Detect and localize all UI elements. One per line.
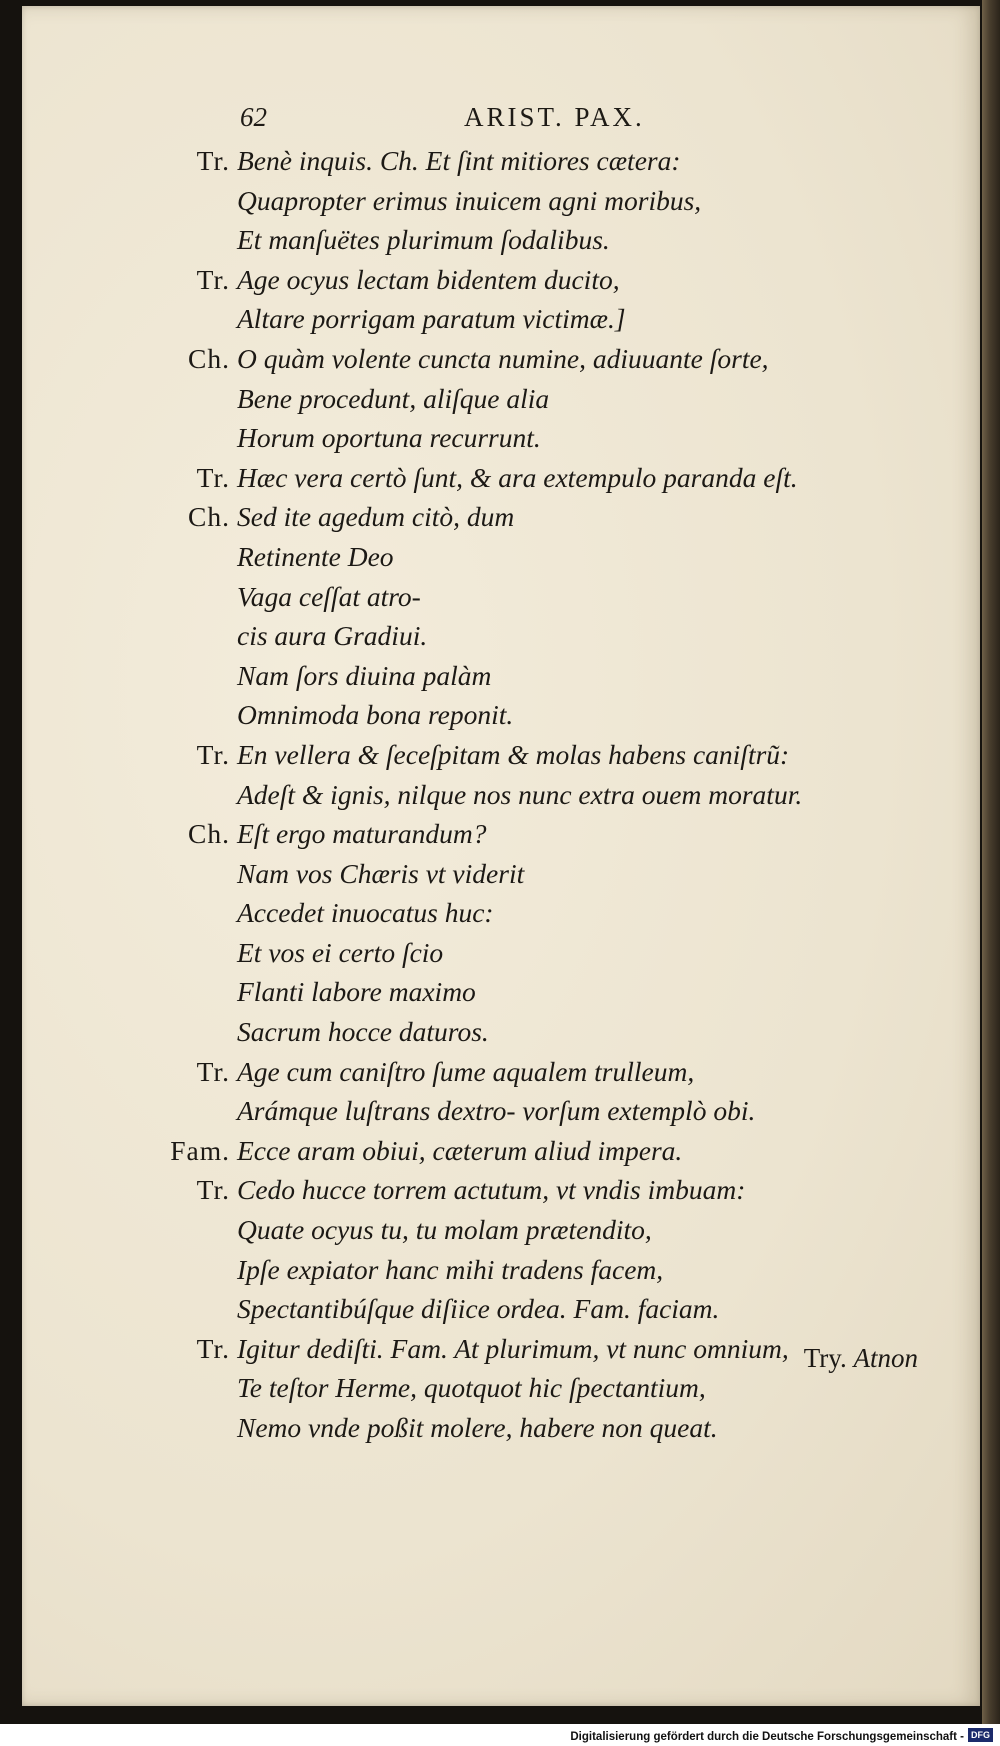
verse-line [162, 497, 962, 537]
speaker-label: Fam. [170, 1134, 230, 1166]
verse-text: Sed ite agedum citò, dum [237, 501, 515, 533]
running-title: ARIST. PAX. [464, 102, 645, 132]
verse-line [162, 1210, 962, 1250]
verse-text: Nemo vnde poßit molere, habere non queat. [237, 1412, 718, 1443]
verse-text: Nam vos Chæris vt viderit [237, 857, 525, 889]
page-number: 62 [240, 102, 267, 132]
verse-line [162, 695, 962, 735]
verse-line [162, 616, 962, 656]
footer-credit: Digitalisierung gefördert durch die Deutsche Forschungsgemeinschaft - [570, 1731, 964, 1743]
verse-text: Spectantibúſque diſiice ordea. Fam. faciam. [237, 1293, 720, 1325]
verse-text: Te teſtor Herme, quotquot hic ſpectantium, [237, 1372, 706, 1404]
speaker-label: Tr. [196, 263, 230, 295]
catchword [804, 1343, 918, 1374]
verse-text: Accedet inuocatus huc: [237, 897, 494, 929]
speaker-label: Tr. [196, 1055, 230, 1087]
verse-text: Bene procedunt, aliſque alia [237, 382, 550, 414]
catchword-speaker: Try. [803, 1343, 847, 1373]
verse-text: Age ocyus lectam bidentem ducito, [237, 263, 620, 295]
verse-text: Et vos ei certo ſcio [237, 936, 444, 968]
verse-text: Cedo hucce torrem actutum, vt vndis imbuam: [237, 1174, 746, 1206]
verse-text-block [162, 141, 962, 1448]
verse-text: Retinente Deo [237, 540, 394, 572]
verse-text: Sacrum hocce daturos. [237, 1016, 489, 1048]
catchword-word: Atnon [853, 1343, 918, 1373]
verse-line [162, 1170, 962, 1210]
verse-text: Igitur dediſti. Fam. At plurimum, vt nunc omnium, [237, 1332, 789, 1364]
verse-text: Ipſe expiator hanc mihi tradens facem, [237, 1253, 664, 1285]
verse-line [162, 656, 962, 696]
verse-line [162, 1250, 962, 1290]
speaker-label: Tr. [196, 145, 230, 176]
speaker-label: Ch. [188, 342, 230, 374]
verse-line [162, 1052, 962, 1092]
verse-text: Horum oportuna recurrunt. [237, 422, 541, 454]
verse-line [162, 1408, 962, 1448]
speaker-label: Tr. [196, 738, 230, 770]
page-header [240, 102, 760, 138]
verse-text: Quate ocyus tu, tu molam prætendito, [237, 1214, 652, 1246]
verse-line [162, 577, 962, 617]
speaker-label: Tr. [196, 1174, 230, 1206]
book-edge [982, 0, 1000, 1746]
verse-text: Adeſt & ignis, nilque nos nunc extra ouem moratur. [237, 778, 803, 810]
speaker-label: Ch. [188, 501, 230, 533]
speaker-label: Tr. [196, 1332, 230, 1364]
verse-text: Eſt ergo maturandum? [237, 818, 487, 850]
verse-line [162, 537, 962, 577]
verse-text: Nam ſors diuina palàm [237, 659, 492, 691]
verse-line [162, 1131, 962, 1171]
dfg-logo-icon: DFG [968, 1728, 993, 1742]
verse-text: Age cum caniſtro ſume aqualem trulleum, [237, 1055, 695, 1087]
verse-line [162, 735, 962, 775]
verse-line [162, 854, 962, 894]
book-page [22, 6, 980, 1706]
verse-text: Arámque luſtrans dextro- vorſum extemplò obi. [237, 1095, 756, 1127]
verse-text: Ecce aram obiui, cæterum aliud impera. [237, 1134, 683, 1166]
verse-text: O quàm volente cuncta numine, adiuuante ſorte, [237, 342, 769, 374]
verse-text: Quapropter erimus inuicem agni moribus, [237, 184, 702, 216]
verse-line [162, 260, 962, 300]
verse-text: Omnimoda bona reponit. [237, 699, 514, 731]
verse-line [162, 181, 962, 221]
speaker-label: Tr. [196, 461, 230, 493]
verse-line [162, 1289, 962, 1329]
verse-text: En vellera & ſeceſpitam & molas habens caniſtrũ: [237, 738, 790, 770]
verse-line [162, 775, 962, 815]
verse-text: Hæc vera certò ſunt, & ara extempulo paranda eſt. [237, 461, 798, 493]
verse-line [162, 933, 962, 973]
verse-text: Flanti labore maximo [237, 976, 476, 1008]
verse-text: Benè inquis. Ch. Et ſint mitiores cætera: [237, 145, 681, 176]
verse-text: Vaga ceſſat atro- [237, 580, 421, 612]
verse-line [162, 141, 962, 181]
verse-line [162, 220, 962, 260]
verse-line [162, 972, 962, 1012]
verse-line [162, 379, 962, 419]
verse-line [162, 458, 962, 498]
verse-line [162, 1368, 962, 1408]
verse-text: Et manſuëtes plurimum ſodalibus. [237, 224, 610, 256]
verse-line [162, 814, 962, 854]
digitization-footer [0, 1724, 1000, 1746]
verse-line [162, 893, 962, 933]
speaker-label: Ch. [188, 818, 230, 850]
verse-line [162, 1091, 962, 1131]
verse-line [162, 1012, 962, 1052]
verse-text: cis aura Gradiui. [237, 620, 428, 652]
verse-line [162, 299, 962, 339]
verse-text: Altare porrigam paratum victimæ.] [237, 303, 626, 335]
verse-line [162, 418, 962, 458]
verse-line [162, 339, 962, 379]
